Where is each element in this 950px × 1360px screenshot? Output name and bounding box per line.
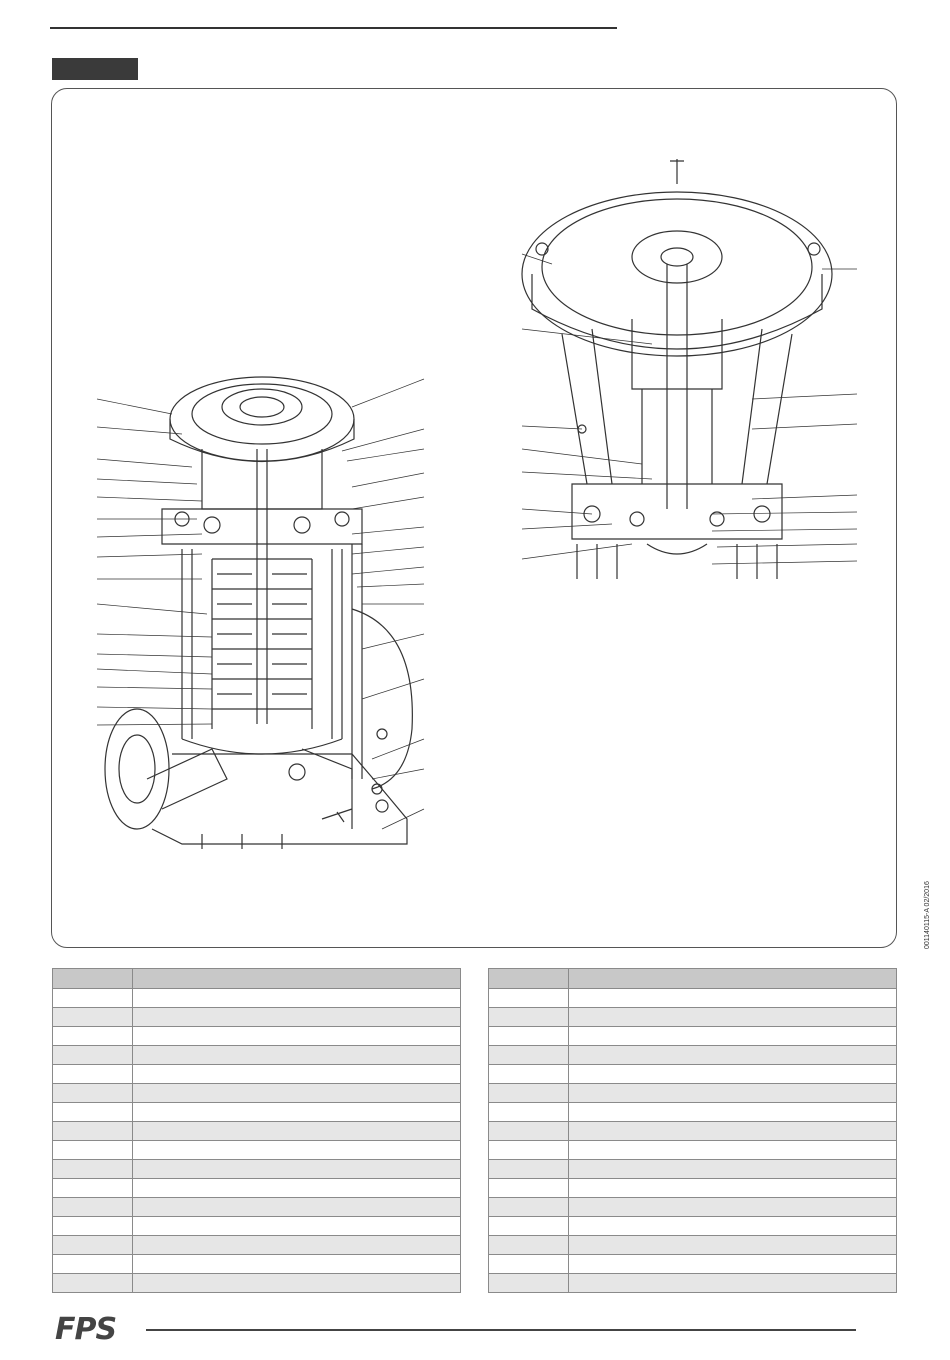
table-row [489,1160,897,1179]
cell-description [133,1141,461,1160]
cell-code [489,1274,569,1293]
cell-description [133,1160,461,1179]
parts-table-right [488,968,897,1293]
table-row [53,1179,461,1198]
cell-description [569,1236,897,1255]
cell-code [53,1160,133,1179]
cell-description [133,1122,461,1141]
cell-description [133,1236,461,1255]
parts-table-left [52,968,461,1293]
cell-description [133,1027,461,1046]
cell-code [53,1122,133,1141]
cell-description [133,1008,461,1027]
section-tab [52,58,138,80]
cell-code [489,1027,569,1046]
cell-description [569,1255,897,1274]
cell-code [53,1027,133,1046]
document-code: 001140115-A 02/2016 [924,881,931,949]
table-row [489,1084,897,1103]
footer-rule [146,1329,856,1331]
cell-description [569,1008,897,1027]
fps-logo: FPS [55,1312,117,1347]
cell-description [133,1217,461,1236]
cell-description [569,1027,897,1046]
cell-description [569,1274,897,1293]
table-row [53,1103,461,1122]
cell-description [569,1160,897,1179]
table-row [53,1255,461,1274]
leader-lines-left [97,379,424,829]
cell-description [569,1122,897,1141]
cell-description [133,1065,461,1084]
cell-description [133,1084,461,1103]
cell-code [489,1160,569,1179]
table-row [489,1179,897,1198]
cell-code [53,1046,133,1065]
cell-code [53,1198,133,1217]
table-row [489,1065,897,1084]
table-row [489,1217,897,1236]
table-row [53,1122,461,1141]
cell-description [569,1084,897,1103]
cell-code [53,1141,133,1160]
cell-code [489,1217,569,1236]
cell-code [489,1179,569,1198]
header-cell-code [53,969,133,989]
cell-code [53,989,133,1008]
table-row [489,1103,897,1122]
table-row [53,989,461,1008]
cell-code [489,1198,569,1217]
cell-description [569,1103,897,1122]
table-row [489,1236,897,1255]
table-row [489,1122,897,1141]
cell-code [53,1236,133,1255]
cell-description [569,1065,897,1084]
cell-description [569,1046,897,1065]
cell-description [569,1217,897,1236]
table-row [53,1236,461,1255]
cell-description [133,1198,461,1217]
cell-code [489,1255,569,1274]
cell-code [489,1236,569,1255]
pump-cutaway-drawing [105,377,412,849]
cell-code [53,1008,133,1027]
cell-description [133,1046,461,1065]
cell-description [569,1198,897,1217]
table-row [489,1255,897,1274]
table-row [489,989,897,1008]
table-row [489,1198,897,1217]
table-row [53,1065,461,1084]
cell-code [53,1179,133,1198]
cell-description [133,1274,461,1293]
cell-code [489,989,569,1008]
table-row [53,1198,461,1217]
cell-code [53,1084,133,1103]
table-header-row [53,969,461,989]
cell-code [53,1217,133,1236]
table-row [53,1274,461,1293]
table-header-row [489,969,897,989]
table-row [53,1027,461,1046]
cell-code [53,1255,133,1274]
cell-code [489,1046,569,1065]
cell-code [489,1122,569,1141]
cell-code [489,1084,569,1103]
table-row [53,1217,461,1236]
top-rule [50,27,617,29]
header-cell-code [489,969,569,989]
cell-description [133,1179,461,1198]
header-cell-description [133,969,461,989]
cell-code [53,1274,133,1293]
cell-description [133,1103,461,1122]
table-row [489,1046,897,1065]
table-row [53,1141,461,1160]
pump-drawings [52,89,898,949]
table-row [53,1160,461,1179]
table-row [489,1274,897,1293]
table-row [53,1084,461,1103]
table-row [53,1046,461,1065]
table-row [489,1008,897,1027]
table-row [489,1141,897,1160]
cell-code [489,1008,569,1027]
table-row [489,1027,897,1046]
cell-code [489,1065,569,1084]
cell-description [133,1255,461,1274]
cell-code [53,1103,133,1122]
header-cell-description [569,969,897,989]
cell-description [569,989,897,1008]
cell-description [133,989,461,1008]
cell-description [569,1179,897,1198]
cell-code [489,1103,569,1122]
cell-code [489,1141,569,1160]
cell-description [569,1141,897,1160]
table-row [53,1008,461,1027]
lantern-cutaway-drawing [522,159,832,579]
figure-panel [51,88,931,949]
cell-code [53,1065,133,1084]
